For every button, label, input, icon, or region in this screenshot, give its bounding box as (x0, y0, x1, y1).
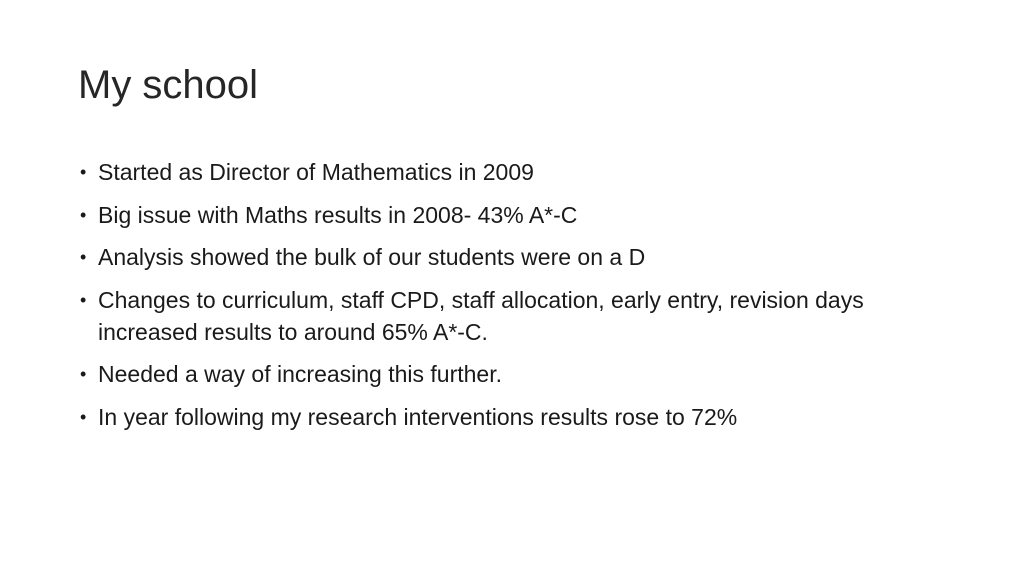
bullet-dot-icon: • (80, 162, 87, 182)
bullet-item (78, 358, 958, 390)
bullet-dot-icon: • (80, 247, 87, 267)
bullet-text: Started as Director of Mathematics in 2009 (98, 159, 534, 185)
bullet-item (78, 241, 958, 273)
bullet-dot-icon: • (80, 364, 87, 384)
bullet-dot-icon: • (80, 289, 87, 310)
bullet-text: Analysis showed the bulk of our students were on a D (98, 244, 646, 270)
bullet-item (78, 401, 958, 433)
bullet-item (78, 199, 958, 231)
bullet-text: Big issue with Maths results in 2008- 43% A*-C (98, 201, 578, 228)
bullet-item (78, 156, 958, 188)
bullet-dot-icon: • (80, 204, 87, 225)
bullet-text: Needed a way of increasing this further. (98, 361, 503, 387)
bullet-text: Changes to curriculum, staff CPD, staff allocation, early entry, revision days increased results to around 65% A*-C. (98, 286, 864, 345)
bullet-text: In year following my research interventions results rose to 72% (98, 403, 738, 430)
bullet-list (78, 156, 958, 443)
slide-title: My school (78, 63, 259, 107)
bullet-dot-icon: • (80, 406, 87, 427)
bullet-item (78, 284, 958, 348)
